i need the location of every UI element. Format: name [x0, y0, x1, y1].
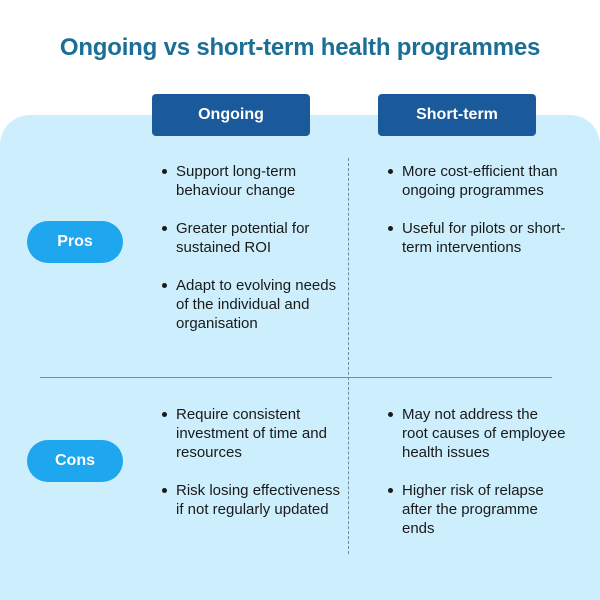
bullet-item: Useful for pilots or short-term interventions — [386, 219, 566, 257]
bullet-item: Higher risk of relapse after the programme ends — [386, 481, 566, 538]
vertical-divider — [348, 158, 349, 554]
column-header-ongoing: Ongoing — [152, 94, 310, 136]
bullet-item: Require consistent investment of time and resources — [160, 405, 340, 462]
bullet-item: Adapt to evolving needs of the individual and organisation — [160, 276, 340, 333]
cell-cons-short-term — [386, 405, 566, 557]
row-label-cons: Cons — [27, 440, 123, 482]
cell-pros-ongoing — [160, 162, 340, 352]
bullet-item: May not address the root causes of employee health issues — [386, 405, 566, 462]
horizontal-divider — [40, 377, 552, 378]
cell-pros-short-term — [386, 162, 566, 276]
row-label-pros: Pros — [27, 221, 123, 263]
cell-cons-ongoing — [160, 405, 340, 538]
bullet-item: Support long-term behaviour change — [160, 162, 340, 200]
bullet-item: Greater potential for sustained ROI — [160, 219, 340, 257]
page-title: Ongoing vs short-term health programmes — [59, 34, 541, 61]
bullet-item: More cost-efficient than ongoing programmes — [386, 162, 566, 200]
bullet-item: Risk losing effectiveness if not regularly updated — [160, 481, 340, 519]
column-header-short-term: Short-term — [378, 94, 536, 136]
